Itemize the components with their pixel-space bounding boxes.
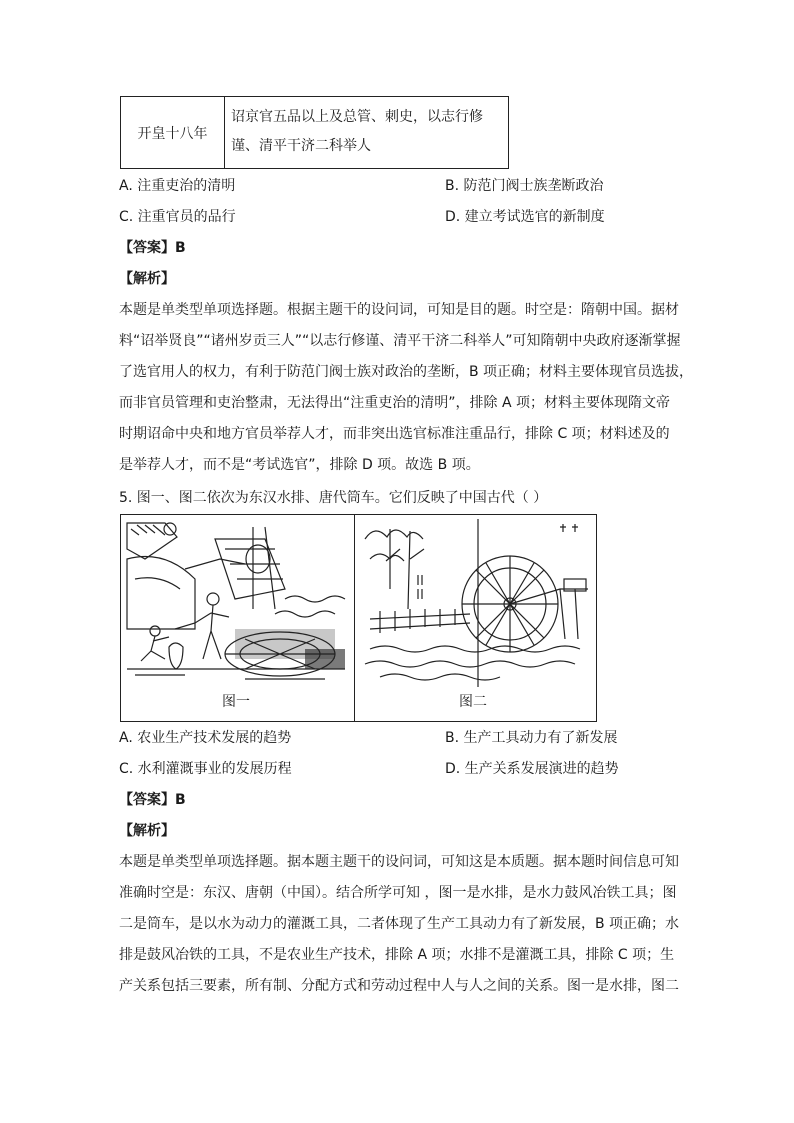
figure-1-water-bellows-illustration — [125, 519, 351, 687]
q4-answer: 【答案】B — [119, 240, 186, 256]
q4-analysis-line: 时期诏命中央和地方官员举荐人才，而非突出选官标准注重品行，排除 C 项；材料述及的 — [119, 426, 670, 442]
q5-option-d: D. 生产关系发展演进的趋势 — [445, 761, 619, 777]
table-content-cell — [231, 103, 501, 161]
table-year-cell: 开皇十八年 — [121, 97, 225, 168]
material-table — [120, 96, 509, 169]
table-content-line-2: 谨、清平干济二科举人 — [231, 138, 371, 154]
q5-analysis-line: 产关系包括三要素，所有制、分配方式和劳动过程中人与人之间的关系。图一是水排，图二 — [119, 978, 679, 994]
q4-analysis-line: 了选官用人的权力，有利于防范门阀士族对政治的垄断，B 项正确；材料主要体现官员选拔， — [119, 364, 694, 380]
q5-analysis-line: 本题是单类型单项选择题。据本题主题干的设问词，可知这是本质题。据本题时间信息可知 — [119, 854, 679, 870]
q5-analysis-line: 准确时空是：东汉、唐朝（中国）。结合所学可知 ，图一是水排，是水力鼓风冶铁工具；图 — [119, 885, 677, 901]
q5-figures — [120, 514, 597, 722]
q5-question: 5. 图一、图二依次为东汉水排、唐代筒车。它们反映了中国古代（ ） — [119, 490, 548, 506]
q5-analysis-line: 排是鼓风冶铁的工具，不是农业生产技术，排除 A 项；水排不是灌溉工具，排除 C 项；生 — [119, 947, 675, 963]
q5-analysis-line: 二是筒车，是以水为动力的灌溉工具，二者体现了生产工具动力有了新发展，B 项正确；水 — [119, 916, 680, 932]
table-content-line-1: 诏京官五品以上及总管、刺史，以志行修 — [231, 109, 483, 125]
q5-analysis — [119, 847, 679, 1002]
q4-option-b: B. 防范门阀士族垄断政治 — [445, 178, 604, 194]
q4-option-d: D. 建立考试选官的新制度 — [445, 209, 605, 225]
q4-analysis — [119, 295, 694, 481]
figure-1-caption: 图一 — [222, 694, 250, 710]
q4-analysis-line: 而非官员管理和吏治整肃，无法得出“注重吏治的清明”，排除 A 项；材料主要体现隋文帝 — [119, 395, 670, 411]
q4-analysis-line: 本题是单类型单项选择题。根据主题干的设问词，可知是目的题。时空是：隋朝中国。据材 — [119, 302, 679, 318]
q5-analysis-label: 【解析】 — [119, 823, 175, 839]
q4-option-c: C. 注重官员的品行 — [119, 209, 236, 225]
q4-analysis-label: 【解析】 — [119, 271, 175, 287]
figure-divider — [354, 515, 355, 721]
figure-2-caption: 图二 — [459, 694, 487, 710]
q4-analysis-line: 料“诏举贤良”“诸州岁贡三人”“以志行修谨、清平干济二科举人”可知隋朝中央政府逐渐掌握 — [119, 333, 681, 349]
q5-option-b: B. 生产工具动力有了新发展 — [445, 730, 618, 746]
figure-2-tube-wheel-illustration — [360, 519, 592, 687]
q5-answer: 【答案】B — [119, 792, 186, 808]
q4-option-a: A. 注重吏治的清明 — [119, 178, 236, 194]
q5-option-a: A. 农业生产技术发展的趋势 — [119, 730, 292, 746]
q4-analysis-line: 是举荐人才，而不是“考试选官”，排除 D 项。故选 B 项。 — [119, 457, 480, 473]
q5-option-c: C. 水利灌溉事业的发展历程 — [119, 761, 292, 777]
